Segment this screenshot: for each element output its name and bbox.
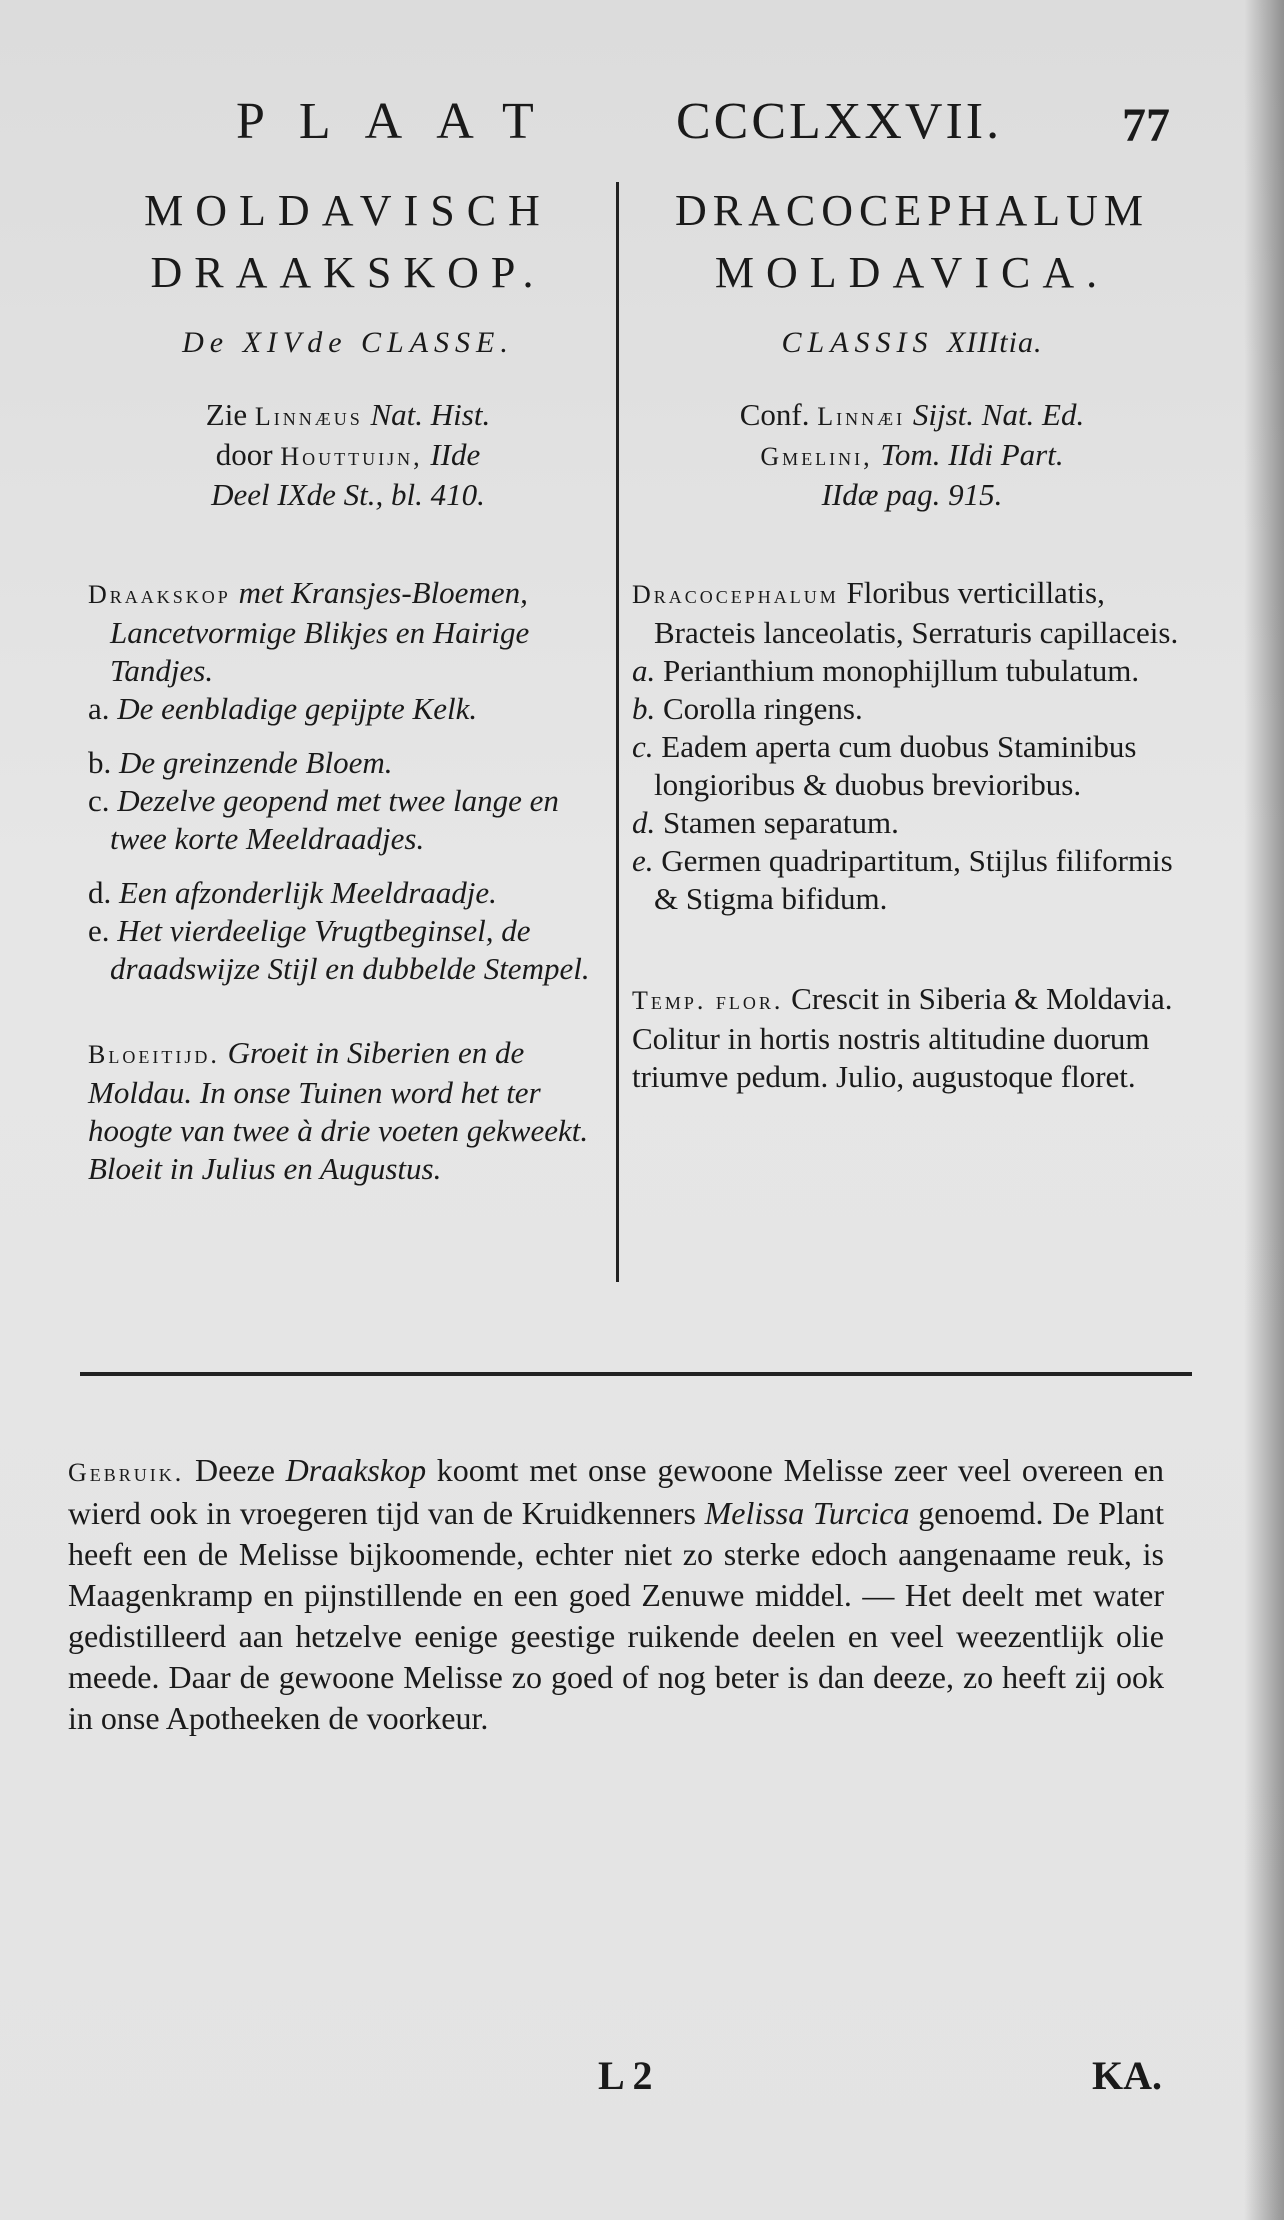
- latin-title-line2: MOLDAVICA.: [714, 248, 1110, 297]
- latin-item-e: [632, 842, 1192, 918]
- temp-flor-text: Crescit in Siberia & Moldavia. Colitur in hortis nostris altitudine duorum triumve pedum. Julio, augustoque floret.: [632, 981, 1173, 1094]
- item-letter: b.: [632, 691, 656, 726]
- item-text: Het vierdeelige Vrugtbeginsel, de draadswijze Stijl en dubbelde Stempel.: [110, 913, 590, 986]
- ref-deel: IIde: [430, 437, 481, 472]
- usage-melissa: Melissa Turcica: [704, 1495, 910, 1531]
- item-text: Germen quadripartitum, Stijlus filiformis & Stigma bifidum.: [654, 843, 1173, 916]
- dutch-description: [88, 574, 608, 988]
- item-letter: a.: [632, 653, 656, 688]
- bloeitijd-text: Groeit in Siberien en de Moldau. In onse Tuinen word het ter hoogte van twee à drie voeten gekweekt. Bloeit in Julius en Augustus.: [88, 1035, 589, 1186]
- item-letter: d.: [632, 805, 656, 840]
- horizontal-rule: [80, 1372, 1192, 1376]
- item-letter: d.: [88, 875, 112, 910]
- ref-gmelini: Gmelini,: [760, 442, 873, 471]
- ref-line3: Deel IXde St., bl. 410.: [211, 477, 485, 512]
- latin-title-line1: DRACOCEPHALUM: [674, 186, 1150, 235]
- dutch-item-e: [88, 912, 608, 988]
- ref-houttuijn: Houttuijn,: [280, 442, 423, 471]
- bloeitijd-label: Bloeitijd.: [88, 1040, 220, 1069]
- ref-door: door: [215, 437, 273, 472]
- dutch-item-c: [88, 782, 608, 858]
- latin-description: [632, 574, 1192, 918]
- latin-item-b: [632, 690, 1192, 728]
- item-letter: e.: [632, 843, 654, 878]
- ref-linnaeus: Linnæus: [254, 402, 363, 431]
- item-letter: a.: [88, 691, 110, 726]
- latin-column: [632, 180, 1192, 1096]
- dutch-genus: Draakskop: [88, 580, 231, 609]
- usage-draakskop: Draakskop: [285, 1452, 427, 1488]
- item-text: De eenbladige gepijpte Kelk.: [117, 691, 478, 726]
- gebruik-label: Gebruik.: [68, 1458, 185, 1487]
- dutch-item-a: [88, 690, 608, 728]
- dutch-title-line1: MOLDAVISCH: [144, 186, 552, 235]
- item-text: Corolla ringens.: [663, 691, 863, 726]
- latin-genus: Dracocephalum: [632, 580, 839, 609]
- running-header: [0, 92, 1284, 162]
- latin-class-suffix: XIIItia.: [947, 326, 1043, 359]
- dutch-title: [88, 180, 608, 304]
- dutch-class: [88, 326, 608, 360]
- latin-flowering: [632, 980, 1192, 1096]
- latin-item-d: [632, 804, 1192, 842]
- ref-tom: Tom. IIdi Part.: [880, 437, 1064, 472]
- usage-text1: Deeze: [195, 1452, 275, 1488]
- item-text: Een afzonderlijk Meeldraadje.: [119, 875, 497, 910]
- item-letter: c.: [88, 783, 110, 818]
- latin-genus-desc: Floribus verticillatis, Bracteis lanceolatis, Serraturis capillaceis.: [654, 575, 1179, 650]
- column-divider: [616, 182, 619, 1282]
- catchword: KA.: [1092, 2053, 1162, 2098]
- ref-conf: Conf.: [739, 397, 810, 432]
- ref-zie: Zie: [205, 397, 248, 432]
- page-number: 77: [1122, 99, 1170, 152]
- dutch-class-word: CLASSE.: [361, 326, 514, 359]
- latin-reference: [632, 396, 1192, 514]
- latin-item-a: [632, 652, 1192, 690]
- item-text: Eadem aperta cum duobus Staminibus longioribus & duobus brevioribus.: [654, 729, 1137, 802]
- ref-sijst: Sijst. Nat. Ed.: [912, 397, 1085, 432]
- latin-class: [632, 326, 1192, 360]
- latin-genus-paragraph: [632, 574, 1192, 652]
- dutch-item-b: [88, 744, 608, 782]
- item-text: Stamen separatum.: [663, 805, 899, 840]
- dutch-genus-desc: met Kransjes-Bloemen, Lancetvormige Blikjes en Hairige Tandjes.: [110, 575, 530, 688]
- dutch-column: [88, 180, 608, 1188]
- dutch-flowering: [88, 1034, 608, 1188]
- plaat-heading: PLAAT: [236, 93, 568, 150]
- ref-nathist: Nat. Hist.: [370, 397, 491, 432]
- usage-paragraph: [68, 1450, 1164, 1739]
- dutch-item-d: [88, 874, 608, 912]
- plate-number: CCCLXXVII.: [676, 93, 1003, 150]
- item-letter: c.: [632, 729, 654, 764]
- signature-mark: L 2: [598, 2053, 653, 2098]
- usage-text2: koomt met onse gewoone Melisse zeer veel overeen en wierd ook in vroegeren tijd van de Kruidkenners: [68, 1452, 1165, 1531]
- dutch-genus-paragraph: [88, 574, 608, 690]
- usage-text3: genoemd. De Plant heeft een de Melisse bijkoomende, echter niet zo sterke edoch aangenaame reuk, is Maagenkramp en pijnstillende en een goed Zenuwe middel. — Het deelt met water gedistilleerd aan hetzelve eenige geestige ruikende deelen en veel weezentlijk olie meede. Daar de gewoone Melisse zo goed of nog beter is dan deeze, zo heeft zij ook in onse Apotheeken de voorkeur.: [68, 1495, 1165, 1736]
- item-text: Dezelve geopend met twee lange en twee korte Meeldraadjes.: [110, 783, 559, 856]
- item-letter: b.: [88, 745, 112, 780]
- item-text: Perianthium monophijllum tubulatum.: [663, 653, 1140, 688]
- ref-line3-latin: IIdæ pag. 915.: [821, 477, 1003, 512]
- temp-flor-label: Temp. flor.: [632, 986, 784, 1015]
- latin-class-word: CLASSIS: [781, 326, 934, 359]
- dutch-class-prefix: De XIVde: [182, 326, 348, 359]
- latin-item-c: [632, 728, 1192, 804]
- ref-linnaei: Linnæi: [817, 402, 906, 431]
- item-letter: e.: [88, 913, 110, 948]
- item-text: De greinzende Bloem.: [119, 745, 393, 780]
- dutch-reference: [88, 396, 608, 514]
- dutch-title-line2: DRAAKSKOP.: [150, 248, 546, 297]
- latin-title: [632, 180, 1192, 304]
